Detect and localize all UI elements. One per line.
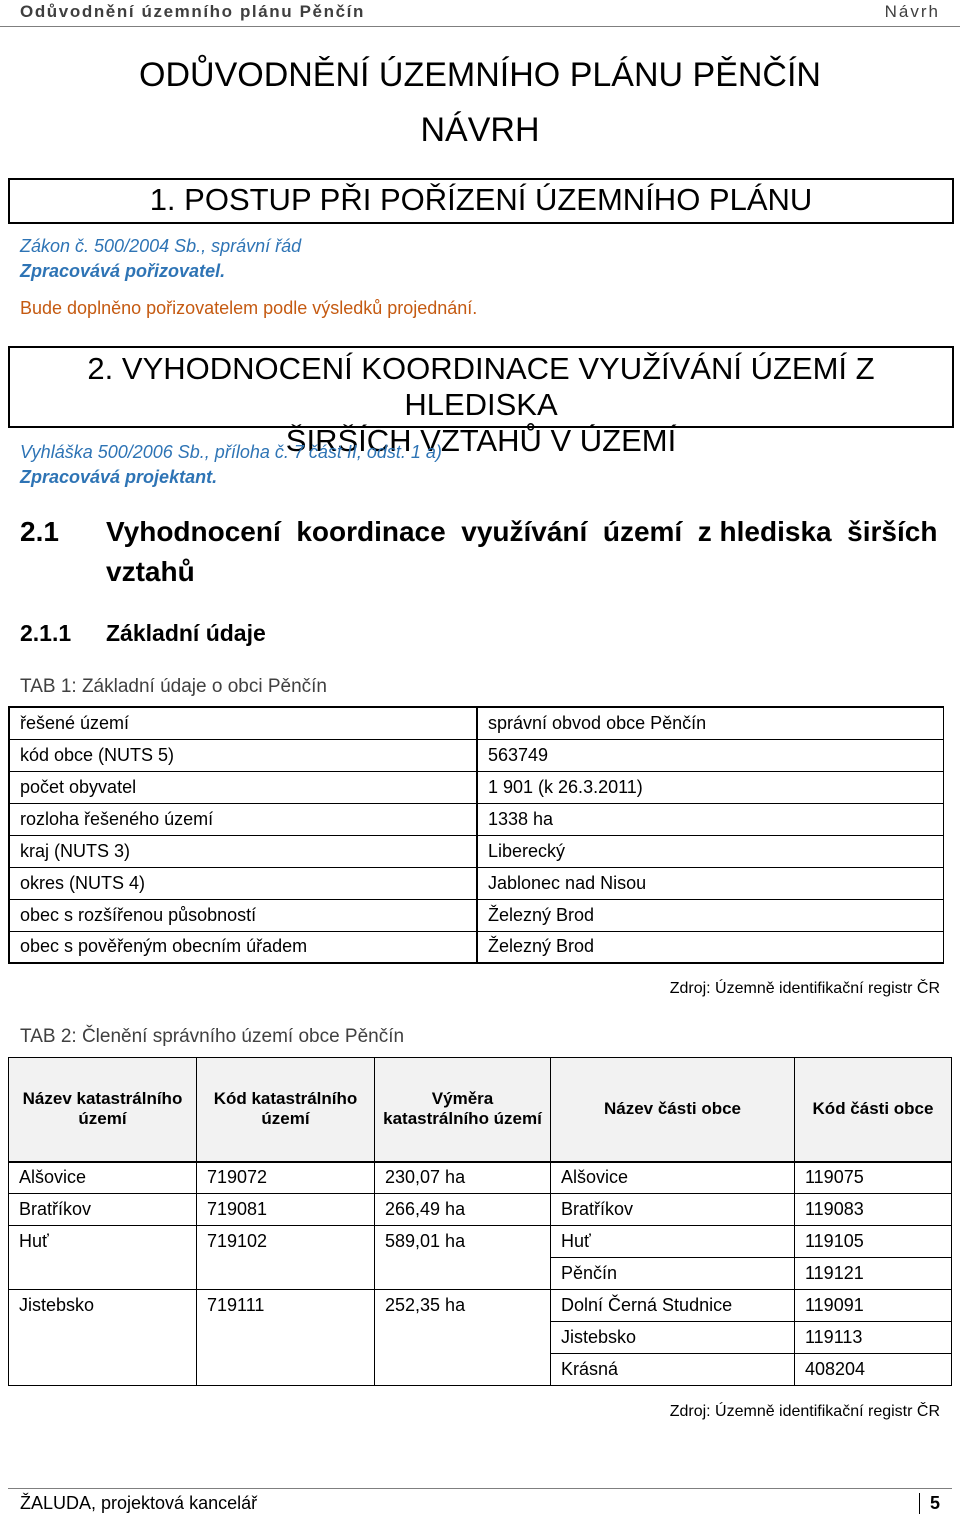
- section-2-title-line1: 2. VYHODNOCENÍ KOORDINACE VYUŽÍVÁNÍ ÚZEMÍ Z HLEDISKA: [87, 351, 875, 422]
- cell-cadastral-name: Alšovice: [9, 1162, 197, 1194]
- subsection-2-1-title-line1: Vyhodnocení koordinace využívání území z hlediska širších: [106, 516, 938, 547]
- table-1-caption: TAB 1: Základní údaje o obci Pěnčín: [20, 676, 327, 697]
- subsection-2-1-number: 2.1: [20, 516, 59, 547]
- table-2-header: [9, 1058, 952, 1162]
- table-1-label: obec s rozšířenou působností: [9, 899, 477, 931]
- table-1-value: Liberecký: [477, 835, 944, 867]
- cell-part-name: Pěnčín: [551, 1258, 795, 1290]
- subsection-2-1-title-line2: vztahů: [106, 556, 195, 587]
- footer-divider: [8, 1488, 952, 1489]
- cell-cadastral-name: [9, 1258, 197, 1290]
- subsection-2-1-1-number: 2.1.1: [20, 620, 72, 646]
- cell-part-name: Dolní Černá Studnice: [551, 1290, 795, 1322]
- cell-cadastral-name: [9, 1354, 197, 1386]
- table-row: [9, 1290, 952, 1322]
- section-1-title: 1. POSTUP PŘI POŘÍZENÍ ÚZEMNÍHO PLÁNU: [149, 182, 813, 217]
- section-2-title-line2: ŠIRŠÍCH VZTAHŮ V ÚZEMÍ: [285, 423, 677, 458]
- cell-part-code: 119091: [795, 1290, 952, 1322]
- table-1-label: kraj (NUTS 3): [9, 835, 477, 867]
- cell-part-code: 408204: [795, 1354, 952, 1386]
- cell-cadastral-code: 719081: [197, 1194, 375, 1226]
- table-2-cadastral-division: [8, 1057, 952, 1386]
- section-1-pending-note: Bude doplněno pořizovatelem podle výsledků projednání.: [20, 298, 478, 318]
- cell-part-code: 119113: [795, 1322, 952, 1354]
- cell-part-code: 119075: [795, 1162, 952, 1194]
- table-1-label: okres (NUTS 4): [9, 867, 477, 899]
- table-row: [9, 1162, 952, 1194]
- table-1-label: řešené území: [9, 707, 477, 739]
- cell-cadastral-area: [375, 1354, 551, 1386]
- cell-part-name: Alšovice: [551, 1162, 795, 1194]
- section-1-heading-box: [8, 178, 954, 224]
- table-row: [9, 867, 944, 899]
- table-row: [9, 1226, 952, 1258]
- table-row: [9, 899, 944, 931]
- table-2-source: Zdroj: Územně identifikační registr ČR: [669, 1403, 940, 1420]
- table-row: [9, 803, 944, 835]
- table-1-label: obec s pověřeným obecním úřadem: [9, 931, 477, 963]
- column-header-part-code: Kód části obce: [795, 1058, 952, 1162]
- table-1-value: 563749: [477, 739, 944, 771]
- table-row: [9, 707, 944, 739]
- table-row: [9, 835, 944, 867]
- document-subtitle: NÁVRH: [420, 111, 540, 149]
- table-1-basic-data: [8, 706, 944, 964]
- table-1-label: počet obyvatel: [9, 771, 477, 803]
- cell-cadastral-area: 230,07 ha: [375, 1162, 551, 1194]
- column-header-cadastral-area: Výměra katastrálního území: [375, 1058, 551, 1162]
- table-1-value: Železný Brod: [477, 931, 944, 963]
- table-row: [9, 931, 944, 963]
- table-header-row: [9, 1058, 952, 1162]
- cell-part-name: Huť: [551, 1226, 795, 1258]
- table-1-source: Zdroj: Územně identifikační registr ČR: [669, 980, 940, 997]
- footer-company: ŽALUDA, projektová kancelář: [20, 1493, 258, 1513]
- table-2-caption: TAB 2: Členění správního území obce Pěnčín: [20, 1026, 405, 1047]
- table-row: [9, 1322, 952, 1354]
- cell-part-name: Jistebsko: [551, 1322, 795, 1354]
- column-header-cadastral-name: Název katastrálního území: [9, 1058, 197, 1162]
- table-row: [9, 1258, 952, 1290]
- table-1-value: 1 901 (k 26.3.2011): [477, 771, 944, 803]
- cell-cadastral-name: Bratříkov: [9, 1194, 197, 1226]
- subsection-2-1-1-title: Základní údaje: [106, 620, 266, 646]
- cell-cadastral-name: [9, 1322, 197, 1354]
- cell-cadastral-area: [375, 1258, 551, 1290]
- table-1-body: [9, 707, 944, 963]
- table-row: [9, 1194, 952, 1226]
- cell-cadastral-area: 589,01 ha: [375, 1226, 551, 1258]
- cell-cadastral-area: 266,49 ha: [375, 1194, 551, 1226]
- document-title: ODŮVODNĚNÍ ÚZEMNÍHO PLÁNU PĚNČÍN: [139, 56, 821, 94]
- table-row: [9, 1354, 952, 1386]
- column-header-cadastral-code: Kód katastrálního území: [197, 1058, 375, 1162]
- header-document-title: Odůvodnění územního plánu Pěnčín: [20, 2, 365, 21]
- table-1-label: kód obce (NUTS 5): [9, 739, 477, 771]
- table-1-value: správní obvod obce Pěnčín: [477, 707, 944, 739]
- cell-cadastral-code: [197, 1258, 375, 1290]
- section-2-law-reference: Vyhláška 500/2006 Sb., příloha č. 7 část II, odst. 1 a): [20, 442, 442, 462]
- cell-cadastral-area: 252,35 ha: [375, 1290, 551, 1322]
- section-1-law-reference: Zákon č. 500/2004 Sb., správní řád: [20, 236, 302, 256]
- cell-cadastral-code: [197, 1354, 375, 1386]
- cell-cadastral-code: 719072: [197, 1162, 375, 1194]
- cell-part-name: Bratříkov: [551, 1194, 795, 1226]
- cell-part-code: 119121: [795, 1258, 952, 1290]
- cell-cadastral-area: [375, 1322, 551, 1354]
- column-header-part-name: Název části obce: [551, 1058, 795, 1162]
- cell-cadastral-code: [197, 1322, 375, 1354]
- cell-cadastral-name: Huť: [9, 1226, 197, 1258]
- table-1-value: 1338 ha: [477, 803, 944, 835]
- section-2-processor: Zpracovává projektant.: [20, 467, 218, 487]
- cell-part-name: Krásná: [551, 1354, 795, 1386]
- table-1-value: Jablonec nad Nisou: [477, 867, 944, 899]
- header-version-label: Návrh: [884, 2, 940, 21]
- cell-cadastral-code: 719102: [197, 1226, 375, 1258]
- cell-cadastral-name: Jistebsko: [9, 1290, 197, 1322]
- table-row: [9, 739, 944, 771]
- page-header: [0, 0, 960, 27]
- footer-page-number: 5: [919, 1493, 940, 1514]
- table-row: [9, 771, 944, 803]
- table-2-body: [9, 1162, 952, 1386]
- cell-part-code: 119083: [795, 1194, 952, 1226]
- section-1-processor: Zpracovává pořizovatel.: [20, 261, 226, 281]
- table-1-label: rozloha řešeného území: [9, 803, 477, 835]
- table-1-value: Železný Brod: [477, 899, 944, 931]
- cell-cadastral-code: 719111: [197, 1290, 375, 1322]
- cell-part-code: 119105: [795, 1226, 952, 1258]
